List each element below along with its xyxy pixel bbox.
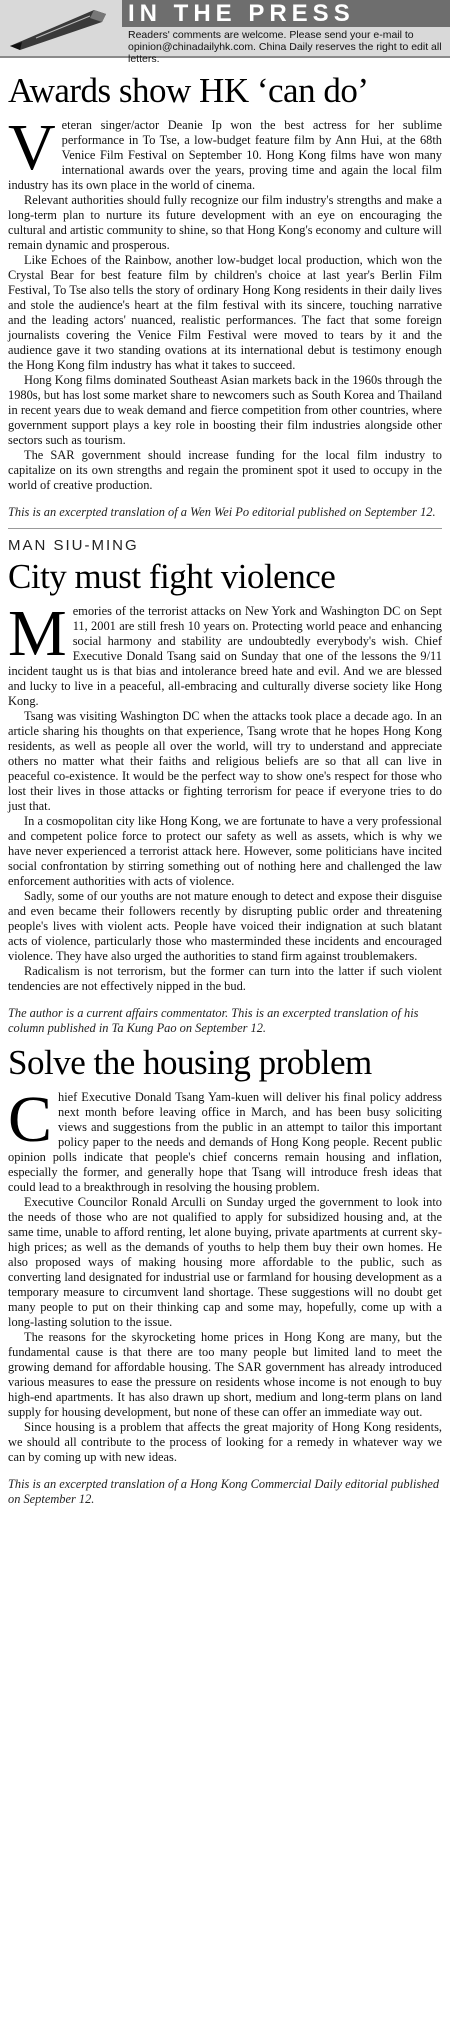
article-paragraph: Relevant authorities should fully recognize our film industry's strengths and make a long-term plan to nurture its future development with an eye on encouraging the cultural and artistic community to shine, so that Hong Kong's economy and culture will remain dynamic and prosperous. [8, 193, 442, 252]
article-source: The author is a current affairs commentator. This is an excerpted translation of his column published in Ta Kung Pao on September 12. [8, 1006, 419, 1035]
drop-cap: C [8, 1083, 53, 1156]
article-paragraph: Tsang was visiting Washington DC when the attacks took place a decade ago. In an article sharing his thoughts on that experience, Tsang wrote that he hopes Hong Kong residents, as well as people all over the world, will try to understand and appreciate others no matter what their faiths and religious beliefs are so that all can live in peaceful co-existence. It would be the perfect way to show one's respect for those who lost their lives in those attacks or fighting terrorism for peace if everyone tries to do just that. [8, 709, 442, 813]
article-paragraph: Sadly, some of our youths are not mature enough to detect and expose their disguise and even became their followers recently by disrupting public order and threatening people's lives with violent acts. People have voiced their indignation at such blatant acts of violence, particularly those who masterminded these incidents and encouraged violence. They have also urged the authorities to stand firm against troublemakers. [8, 889, 442, 963]
article-paragraph: Memories of the terrorist attacks on New York and Washington DC on Sept 11, 2001 are still fresh 10 years on. Protecting world peace and enhancing social harmony and stability are undoubtedly everybody's wish. Chief Executive Donald Tsang said on Sunday that one of the lessons the 9/11 incident taught us is that bias and intolerance breed hate and evil. And we are blessed and lucky to live in a peaceful, all-embracing and culturally diverse society like Hong Kong. [8, 597, 442, 708]
articles [0, 72, 450, 1507]
article-paragraph: Radicalism is not terrorism, but the former can turn into the latter if such violent tendencies are not effectively nipped in the bud. [8, 964, 442, 993]
submission-note: Readers' comments are welcome. Please send your e-mail to opinion@chinadailyhk.com. China Daily reserves the right to edit all letters. [128, 29, 442, 65]
article-paragraph: The SAR government should increase funding for the local film industry to capitalize on its own strengths and regain the prominent spot it used to occupy in the world of creative production. [8, 448, 442, 492]
article-paragraph: Since housing is a problem that affects the great majority of Hong Kong residents, we should all contribute to the process of looking for a remedy in whatever way we can by coming up with new ideas. [8, 1420, 442, 1464]
article-paragraph: Hong Kong films dominated Southeast Asian markets back in the 1960s through the 1980s, but has lost some market share to newcomers such as South Korea and Thailand in recent years due to weak demand and fierce competition from other countries, where government support plays a key role in boosting their film industries alongside other sectors such as tourism. [8, 373, 442, 447]
drop-cap: V [8, 111, 56, 184]
drop-cap: M [8, 597, 67, 670]
article [8, 537, 442, 1036]
article-paragraph: In a cosmopolitan city like Hong Kong, we are fortunate to have a very professional and competent police force to protect our safety as well as assets, which is why we have never experienced a terrorist attack here. However, some politicians have incited social confrontation by stirring something out of nothing here and challenged the law enforcement authorities with acts of violence. [8, 814, 442, 888]
section-title: IN THE PRESS [122, 0, 450, 27]
section-header [0, 0, 450, 65]
article-paragraph: Veteran singer/actor Deanie Ip won the best actress for her sublime performance in To Tse, a low-budget feature film by Ann Hui, at the 68th Venice Film Festival on September 10. Hong Kong films have won many international awards over the years, proving time and again the local film industry has its own place in the world of cinema. [8, 111, 442, 192]
article-paragraph: Executive Councilor Ronald Arculli on Sunday urged the government to look into the needs of those who are not qualified to apply for subsidized housing and, at the same time, unable to afford renting, let alone buying, private apartments at current sky-high prices; as well as the demands of youths to help them buy their own homes. He also proposed ways of making housing more affordable to the public, such as converting land designated for industrial use or farmland for housing development as a temporary measure to circumvent land shortage. These suggestions will no doubt get many people to put on their thinking cap and some may, hopefully, come up with a long-lasting solution to the issue. [8, 1195, 442, 1329]
divider [8, 528, 442, 529]
article-byline: MAN SIU-MING [8, 537, 139, 554]
fountain-pen-icon [6, 2, 116, 52]
article [8, 1044, 442, 1507]
article-headline: City must fight violence [8, 557, 336, 596]
article-paragraph: Chief Executive Donald Tsang Yam-kuen will deliver his final policy address next month before leaving office in March, and has been busy soliciting views and suggestions from the public in an attempt to tailor this important policy paper to the needs and demands of Hong Kong people. Recent public opinion polls indicate that people's chief concerns remain housing and inflation, especially the former, and generally hope that Tsang will introduce fresh ideas that could lead to a breakthrough in resolving the housing problem. [8, 1083, 442, 1194]
article-paragraph: The reasons for the skyrocketing home prices in Hong Kong are many, but the fundamental cause is that there are too many people but limited land to meet the growing demand for affordable housing. The SAR government has already introduced various measures to ease the pressure on residents whose income is not enough to buy high-end apartments. It has also drawn up short, medium and long-term plans on land supply for housing development, but none of these can offer an immediate way out. [8, 1330, 442, 1419]
article-headline: Solve the housing problem [8, 1043, 372, 1082]
article [8, 72, 442, 520]
article-source: This is an excerpted translation of a Hong Kong Commercial Daily editorial published on September 12. [8, 1477, 440, 1506]
article-paragraph: Like Echoes of the Rainbow, another low-budget local production, which won the Crystal Bear for best feature film by children's choice at last year's Berlin Film Festival, To Tse also tells the story of ordinary Hong Kong residents in their daily lives and stole the audience's heart at the film festival with its sincere, touching narrative and the leading actors' nuanced, realistic performances. The fact that some foreign journalists covering the Venice Film Festival were moved to tears by it and the audience gave it two standing ovations at its international debut is testimony enough the Hong Kong film industry has what it takes to succeed. [8, 253, 442, 372]
article-source: This is an excerpted translation of a Wen Wei Po editorial published on September 12. [8, 505, 436, 519]
article-headline: Awards show HK ‘can do’ [8, 71, 369, 110]
